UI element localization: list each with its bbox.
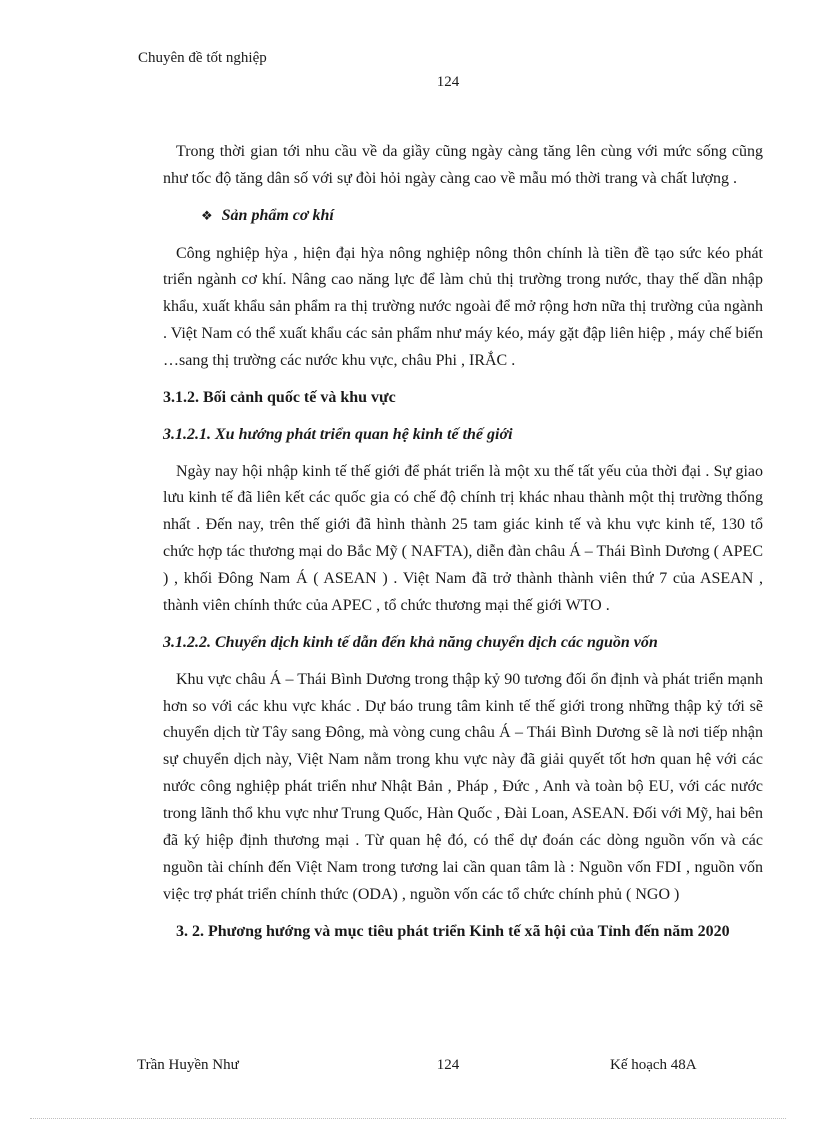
diamond-bullet-icon: ❖ xyxy=(201,208,213,224)
footer-class-name: Kế hoạch 48A xyxy=(610,1057,697,1073)
section-heading-312: 3.1.2. Bối cảnh quốc tế và khu vực xyxy=(163,388,396,406)
section-heading-32: 3. 2. Phương hướng và mục tiêu phát triển Kinh tế xã hội của Tỉnh đến năm 2020 xyxy=(176,922,730,940)
header-page-number: 124 xyxy=(436,74,460,90)
bullet-heading xyxy=(163,203,763,231)
subsection-heading-3121: 3.1.2.1. Xu hướng phát triển quan hệ kinh tế thế giới xyxy=(163,425,513,443)
document-body xyxy=(163,139,763,955)
paragraph-leather-shoes: Trong thời gian tới nhu cầu về da giầy cũng ngày càng tăng lên cùng với mức sống cũng như tốc độ tăng dân số với sự đòi hỏi ngày càng cao về mẫu mó thời trang và chất lượng . xyxy=(163,143,763,187)
footer-author: Trần Huyền Như xyxy=(137,1057,239,1073)
header-title: Chuyên đề tốt nghiệp xyxy=(138,50,267,66)
footer-page-number: 124 xyxy=(436,1057,460,1073)
subsection-heading-3122: 3.1.2.2. Chuyển dịch kinh tế dẫn đến khả năng chuyển dịch các nguồn vốn xyxy=(163,633,658,651)
paragraph-mechanical: Công nghiệp hỳa , hiện đại hỳa nông nghiệp nông thôn chính là tiền đề tạo sức kéo phát triển ngành cơ khí. Nâng cao năng lực để làm chủ thị trường trong nước, thay thế dần nhập khẩu, xuất khẩu sản phẩm ra thị trường nước ngoài để mở rộng hơn nữa thị trường của ngành . Việt Nam có thể xuất khẩu các sản phẩm như máy kéo, máy gặt đập liên hiệp , máy chế biến …sang thị trường các nước khu vực, châu Phi , IRẮC . xyxy=(163,244,763,370)
paragraph-capital-shift: Khu vực châu Á – Thái Bình Dương trong thập kỷ 90 tương đối ổn định và phát triển mạnh hơn so với các khu vực khác . Dự báo trung tâm kinh tế thế giới trong những thập kỷ tới sẽ chuyển dịch từ Tây sang Đông, mà vòng cung châu Á – Thái Bình Dương sẽ là nơi tiếp nhận sự chuyển dịch này, Việt Nam nằm trong khu vực này đã giải quyết tốt hơn quan hệ với các nước công nghiệp phát triển như Nhật Bản , Pháp , Đức , Anh và toàn bộ EU, với các nước trong lãnh thổ khu vực như Trung Quốc, Hàn Quốc , Đài Loan, ASEAN. Đối với Mỹ, hai bên đã ký hiệp định thương mại . Từ quan hệ đó, có thể dự đoán các dòng nguồn vốn và các nguồn tài chính đến Việt Nam trong tương lai cần quan tâm là : Nguồn vốn FDI , nguồn vốn việc trợ phát triển chính thức (ODA) , nguồn vốn các tổ chức chính phủ ( NGO ) xyxy=(163,670,763,903)
page-bottom-divider xyxy=(30,1118,786,1119)
bullet-heading-text: Sản phẩm cơ khí xyxy=(221,206,334,224)
paragraph-integration: Ngày nay hội nhập kinh tế thế giới để phát triển là một xu thế tất yếu của thời đại . Sự giao lưu kinh tế đã liên kết các quốc gia có chế độ chính trị khác nhau thành một thị trường thống nhất . Đến nay, trên thế giới đã hình thành 25 tam giác kinh tế và khu vực kinh tế, 130 tổ chức hợp tác thương mại do Bắc Mỹ ( NAFTA), diễn đàn châu Á – Thái Bình Dương ( APEC ) , khối Đông Nam Á ( ASEAN ) . Việt Nam đã trở thành thành viên thứ 7 của ASEAN , thành viên chính thức của APEC , tổ chức thương mại thế giới WTO . xyxy=(163,462,763,615)
